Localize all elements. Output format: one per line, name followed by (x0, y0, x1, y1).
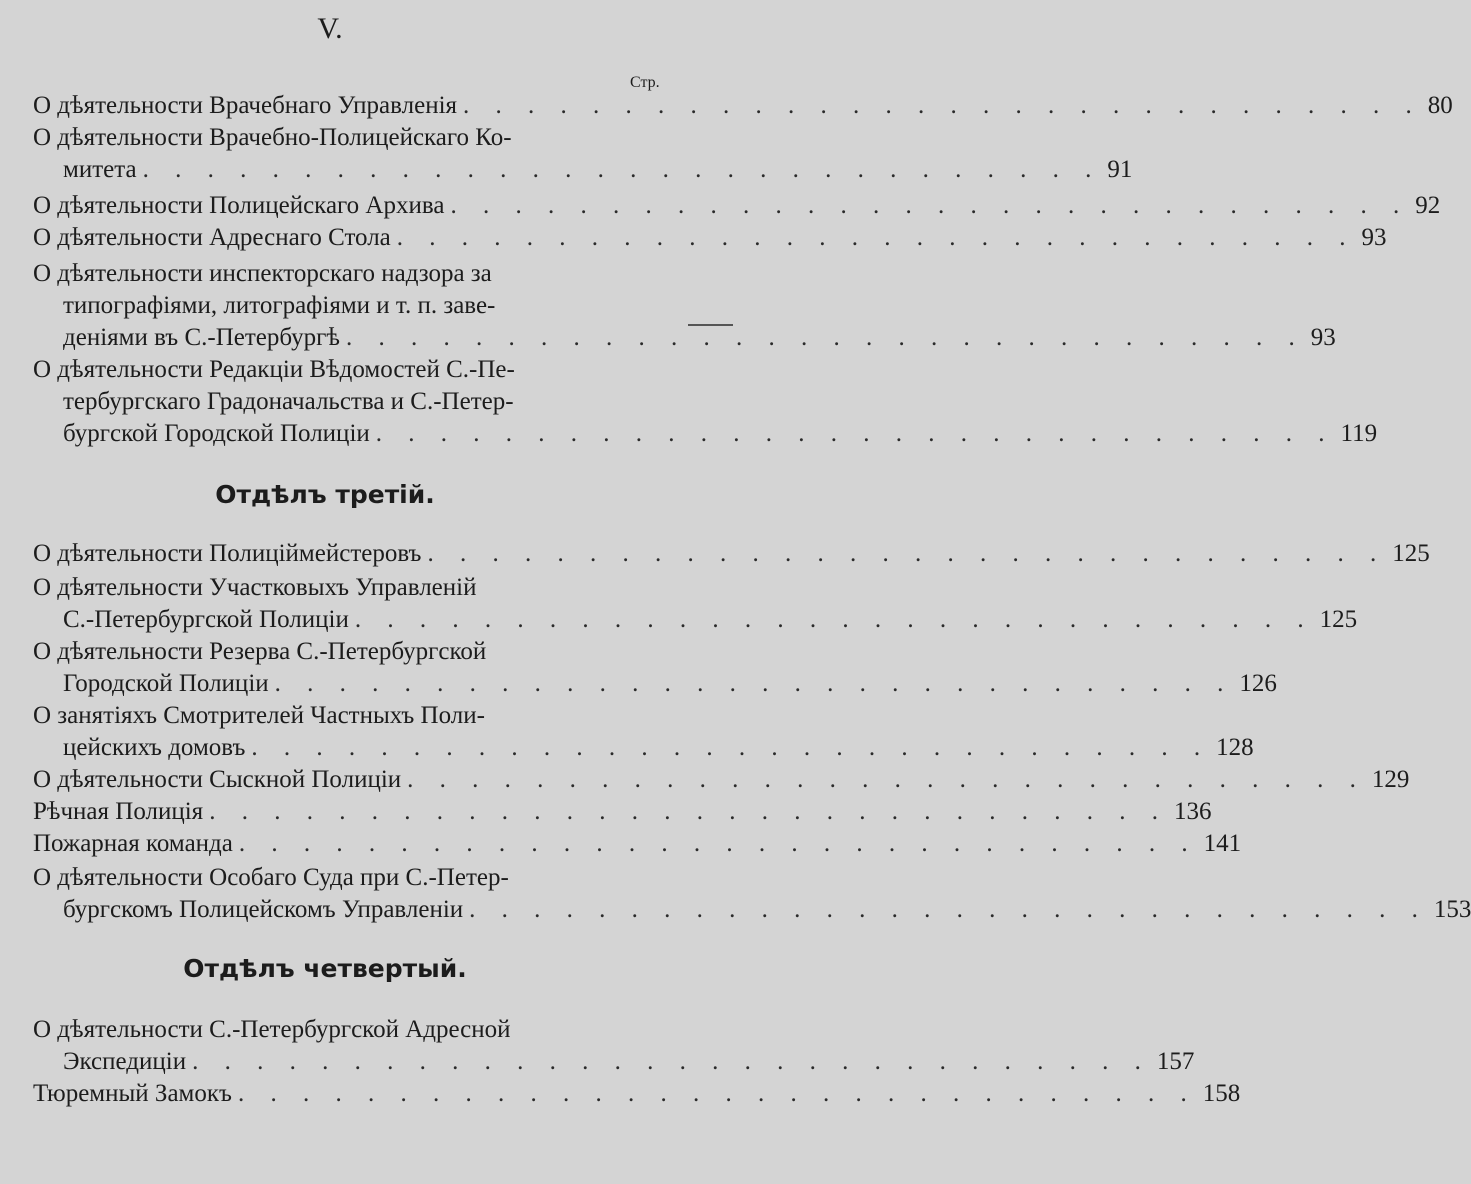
toc-page-number: 92 (1415, 192, 1441, 219)
toc-entry (33, 572, 1358, 636)
toc-entry-line (33, 636, 676, 668)
toc-entry-line (33, 572, 676, 604)
toc-page-number: 157 (1156, 1048, 1195, 1075)
toc-entry-line (33, 796, 1212, 828)
toc-entry-line (33, 700, 676, 732)
dot-leader: . . . . . . . . . . . . . . . . . . . . . . . . . . . . . . (354, 606, 1314, 633)
toc-entry-line (33, 190, 1441, 222)
dot-leader: . . . . . . . . . . . . . . . . . . . . . . . . . . . . . . (209, 798, 1168, 825)
toc-entry-line (33, 538, 1430, 570)
toc-entry (33, 1078, 1241, 1110)
toc-entry-text: митета (63, 156, 137, 183)
toc-page-number: 80 (1427, 92, 1453, 119)
toc-entry-line (33, 1046, 1195, 1078)
toc-entry-line (33, 668, 1277, 700)
dot-leader: . . . . . . . . . . . . . . . . . . . . . . . . . . . . . . (238, 830, 1198, 857)
toc-entry-text: О дѣятельности Врачебно-Полицейскаго Ко- (33, 124, 512, 151)
toc-page-number: 91 (1107, 156, 1133, 183)
toc-page-number: 141 (1203, 830, 1242, 857)
toc-entry (33, 796, 1212, 828)
section-heading: Отдѣлъ четвертый. (183, 954, 467, 983)
toc-page-number: 93 (1361, 224, 1387, 251)
dot-leader: . . . . . . . . . . . . . . . . . . . . . . . . . . . . . . (450, 192, 1410, 219)
toc-entry-line (33, 258, 676, 290)
toc-entry-text: О дѣятельности Врачебнаго Управленія (33, 92, 458, 119)
toc-entry-text: О дѣятельности инспекторскаго надзора за (33, 260, 492, 287)
toc-entry-line (33, 604, 1358, 636)
toc-entry-text: Пожарная команда (33, 830, 233, 857)
toc-page-number: 128 (1216, 734, 1254, 761)
toc-page-number: 93 (1310, 324, 1336, 351)
dot-leader: . . . . . . . . . . . . . . . . . . . . . . . . . . . . . . (251, 734, 1211, 761)
toc-entry-line (33, 418, 1378, 450)
toc-entry-line (33, 322, 1336, 354)
toc-page-number: 125 (1392, 540, 1430, 567)
toc-entry-text: деніями въ С.-Петербургѣ (63, 324, 340, 351)
toc-entry-text: О дѣятельности Особаго Суда при С.-Петер- (33, 864, 509, 891)
toc-entry (33, 538, 1430, 570)
toc-entry-text: типографіями, литографіями и т. п. заве- (63, 292, 496, 319)
toc-entry-line (33, 122, 676, 154)
toc-entry-line (33, 290, 676, 322)
toc-entry-text: О занятіяхъ Смотрителей Частныхъ Поли- (33, 702, 485, 729)
toc-entry-text: О дѣятельности Полиціймейстеровъ (33, 540, 422, 567)
toc-entry-text: С.-Петербургской Полиціи (63, 606, 349, 633)
toc-entry-text: О дѣятельности Сыскной Полиціи (33, 766, 402, 793)
toc-entry-text: О дѣятельности Редакціи Вѣдомостей С.-Пе- (33, 356, 515, 383)
dot-leader: . . . . . . . . . . . . . . . . . . . . . . . . . . . . . . (463, 92, 1422, 119)
toc-entry-text: тербургскаго Градоначальства и С.-Петер- (63, 388, 514, 415)
toc-entry-line (33, 154, 1133, 186)
toc-entry-line (33, 894, 1471, 926)
dot-leader: . . . . . . . . . . . . . . . . . . . . . . . . . . . . . . (375, 420, 1335, 447)
toc-entry-line (33, 732, 1254, 764)
toc-entry (33, 90, 1453, 122)
page-number: V. (317, 12, 343, 45)
toc-entry-text: О дѣятельности Участковыхъ Управленій (33, 574, 477, 601)
toc-entry-text: Рѣчная Полиція (33, 798, 204, 825)
toc-entry (33, 222, 1387, 254)
toc-page-number: 119 (1340, 420, 1378, 447)
toc-entry (33, 636, 1277, 700)
toc-entry-line (33, 862, 676, 894)
toc-page-number: 126 (1239, 670, 1277, 697)
toc-entry-line (33, 828, 1242, 860)
toc-entry-line (33, 764, 1410, 796)
toc-entry-line (33, 90, 1453, 122)
toc-entry-text: Городской Полиціи (63, 670, 269, 697)
toc-page-number: 125 (1319, 606, 1358, 633)
toc-entry (33, 258, 1336, 354)
toc-entry-line (33, 222, 1387, 254)
toc-entry (33, 1014, 1195, 1078)
toc-entry (33, 828, 1242, 860)
toc-page-number: 153 (1433, 896, 1471, 923)
toc-entry-line (33, 354, 676, 386)
section-heading: Отдѣлъ третій. (215, 480, 435, 509)
toc-entry-line (33, 1078, 1241, 1110)
toc-entry-text: О дѣятельности Резерва С.-Петербургской (33, 638, 487, 665)
toc-entry (33, 354, 1378, 450)
dot-leader: . . . . . . . . . . . . . . . . . . . . . . . . . . . . . . (407, 766, 1366, 793)
toc-entry-text: Тюремный Замокъ (33, 1080, 232, 1107)
dot-leader: . . . . . . . . . . . . . . . . . . . . . . . . . . . . . . (237, 1080, 1197, 1107)
toc-entry-line (33, 1014, 676, 1046)
toc-page-number: 136 (1173, 798, 1212, 825)
toc-entry-text: цейскихъ домовъ (63, 734, 246, 761)
toc-entry (33, 190, 1441, 222)
toc-entry-line (33, 386, 676, 418)
dot-leader: . . . . . . . . . . . . . . . . . . . . . . . . . . . . . . (469, 896, 1428, 923)
dot-leader: . . . . . . . . . . . . . . . . . . . . . . . . . . . . . . (142, 156, 1102, 183)
toc-entry (33, 122, 1133, 186)
dot-leader: . . . . . . . . . . . . . . . . . . . . . . . . . . . . . . (274, 670, 1234, 697)
toc-entry-text: О дѣятельности Полицейскаго Архива (33, 192, 445, 219)
toc-entry (33, 862, 1471, 926)
toc-entry-text: бургскомъ Полицейскомъ Управленіи (63, 896, 464, 923)
column-header-page: Стр. (630, 74, 660, 91)
toc-entry-text: бургской Городской Полиціи (63, 420, 370, 447)
toc-page-number: 158 (1202, 1080, 1241, 1107)
toc-entry (33, 764, 1410, 796)
dot-leader: . . . . . . . . . . . . . . . . . . . . . . . . . . . . . . (345, 324, 1305, 351)
toc-entry-text: О дѣятельности Адреснаго Стола (33, 224, 391, 251)
toc-entry-text: Экспедиціи (63, 1048, 187, 1075)
dot-leader: . . . . . . . . . . . . . . . . . . . . . . . . . . . . . . (396, 224, 1356, 251)
toc-page-number: 129 (1371, 766, 1410, 793)
dot-leader: . . . . . . . . . . . . . . . . . . . . . . . . . . . . . . (427, 540, 1387, 567)
toc-entry-text: О дѣятельности С.-Петербургской Адресной (33, 1016, 511, 1043)
toc-entry (33, 700, 1254, 764)
dot-leader: . . . . . . . . . . . . . . . . . . . . . . . . . . . . . . (192, 1048, 1151, 1075)
